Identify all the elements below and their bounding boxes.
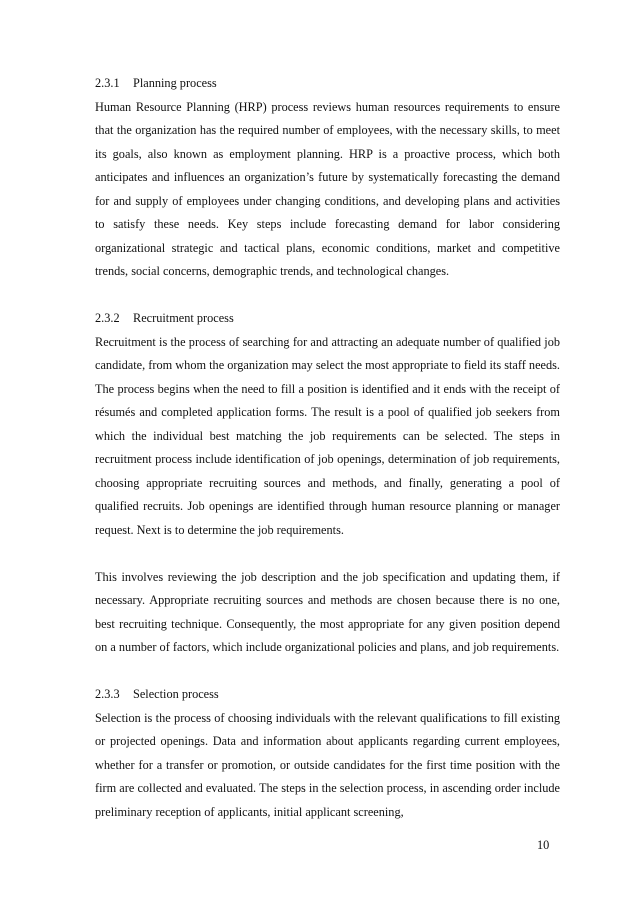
section-title: Selection process — [133, 687, 219, 701]
paragraph: Recruitment is the process of searching for and attracting an adequate number of qualified job candidate, from whom the organization may select the most appropriate to field its staff needs. The process begins when the need to fill a position is identified and it ends with the receipt of résumés and completed application forms. The result is a pool of qualified job seekers from which the individual best matching the job requirements can be selected. The steps in recruitment process include identification of job openings, determination of job requirements, choosing appropriate recruiting sources and methods, and finally, generating a pool of qualified recruits. Job openings are identified through human resource planning or manager request. Next is to determine the job requirements. — [95, 334, 560, 537]
paragraph: Selection is the process of choosing individuals with the relevant qualifications to fill existing or projected openings. Data and information about applicants regarding current employees, whether for a transfer or promotion, or outside candidates for the first time position with the firm are collected and evaluated. The steps in the selection process, in ascending order include preliminary reception of applicants, initial applicant screening, — [95, 710, 560, 819]
spacer — [95, 542, 560, 566]
section-selection-process — [95, 683, 560, 824]
section-recruitment-process — [95, 307, 560, 660]
page-number: 10 — [537, 838, 550, 852]
spacer — [95, 284, 560, 308]
section-heading — [95, 307, 560, 331]
section-title: Planning process — [133, 76, 217, 90]
section-title: Recruitment process — [133, 311, 234, 325]
section-number: 2.3.3 — [95, 687, 120, 701]
section-planning-process — [95, 72, 560, 284]
section-number: 2.3.1 — [95, 76, 120, 90]
paragraph: This involves reviewing the job description and the job specification and updating them, if necessary. Appropriate recruiting sources and methods are chosen because there is no one, best recruiting technique. Consequently, the most appropriate for any given position depend on a number of factors, which include organizational policies and plans, and job requirements. — [95, 569, 560, 654]
page-content — [95, 72, 560, 824]
section-number: 2.3.2 — [95, 311, 120, 325]
section-heading — [95, 72, 560, 96]
spacer — [95, 660, 560, 684]
section-heading — [95, 683, 560, 707]
paragraph: Human Resource Planning (HRP) process reviews human resources requirements to ensure that the organization has the required number of employees, with the necessary skills, to meet its goals, also known as employment planning. HRP is a proactive process, which both anticipates and influences an organization’s future by systematically forecasting the demand for and supply of employees under changing conditions, and developing plans and activities to satisfy these needs. Key steps include forecasting demand for labor considering organizational strategic and tactical plans, economic conditions, market and competitive trends, social concerns, demographic trends, and technological changes. — [95, 99, 560, 278]
